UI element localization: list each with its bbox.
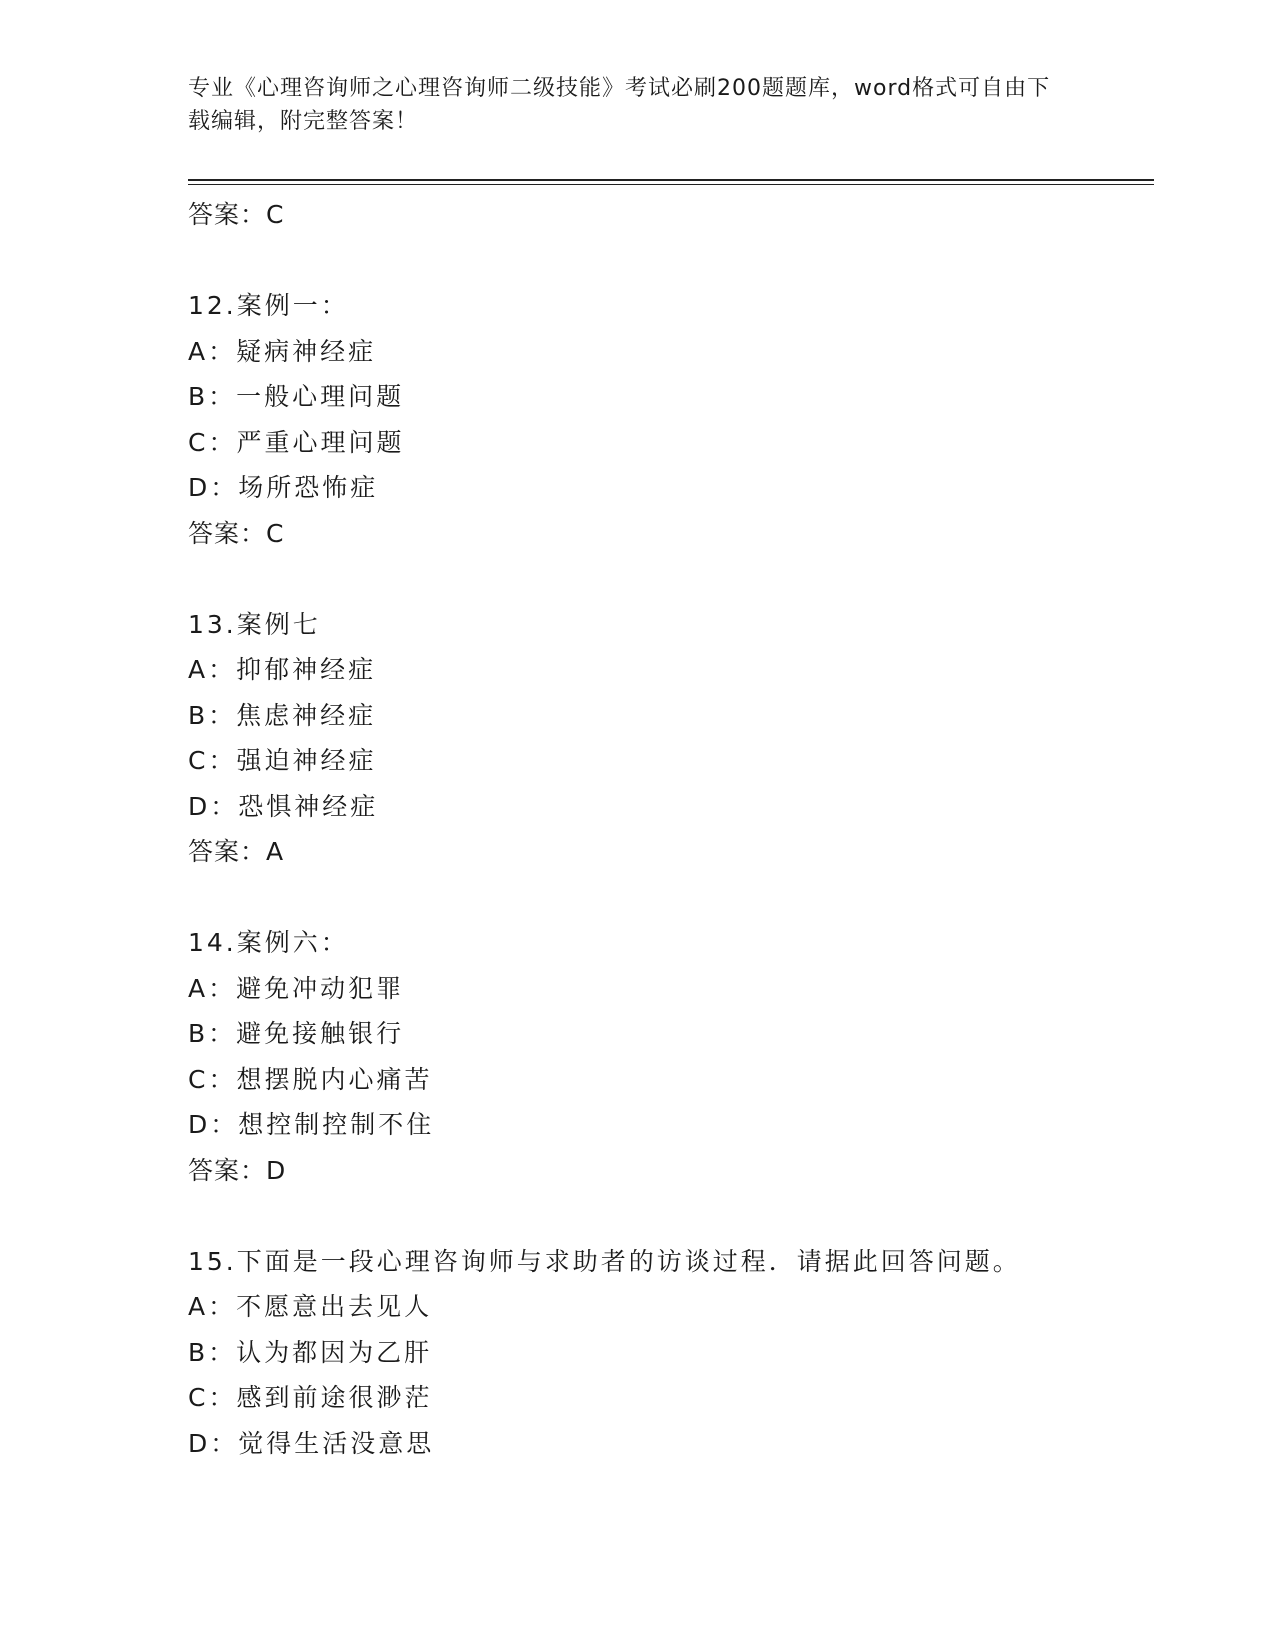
- option-d: D：恐惧神经症: [188, 791, 379, 821]
- spacer: [188, 1193, 1154, 1239]
- option-b: B：一般心理问题: [188, 382, 405, 411]
- question-block: [188, 602, 1154, 875]
- question-list: [188, 192, 1154, 1466]
- spacer: [188, 238, 1154, 284]
- option-b: B：认为都因为乙肝: [188, 1337, 433, 1367]
- answer-line: 答案：C: [188, 200, 285, 229]
- option-a: A：疑病神经症: [188, 336, 377, 366]
- header-rule-thin: [188, 184, 1154, 185]
- question-stem: 13.案例七: [188, 609, 321, 639]
- answer-line: 答案：D: [188, 1155, 287, 1185]
- option-d: D：场所恐怖症: [188, 473, 379, 502]
- option-a: A：避免冲动犯罪: [188, 973, 405, 1003]
- question-block: [188, 283, 1154, 556]
- question-block: [188, 920, 1154, 1193]
- option-c: C：严重心理问题: [188, 427, 405, 457]
- option-d: D：想控制控制不住: [188, 1110, 435, 1139]
- option-b: B：焦虑神经症: [188, 700, 377, 730]
- option-d: D：觉得生活没意思: [188, 1428, 435, 1458]
- option-a: A：不愿意出去见人: [188, 1292, 433, 1321]
- question-stem: 15.下面是一段心理咨询师与求助者的访谈过程．请据此回答问题。: [188, 1246, 1021, 1276]
- option-b: B：避免接触银行: [188, 1019, 405, 1048]
- spacer: [188, 556, 1154, 602]
- answer-line: 答案：A: [188, 837, 285, 866]
- answer-line: 答案：C: [188, 518, 285, 548]
- option-c: C：感到前途很渺茫: [188, 1383, 433, 1412]
- spacer: [188, 875, 1154, 921]
- option-c: C：想摆脱内心痛苦: [188, 1064, 433, 1094]
- header-rule-thick: [188, 179, 1154, 181]
- question-stem: 14.案例六：: [188, 928, 349, 957]
- option-a: A：抑郁神经症: [188, 655, 377, 684]
- document-header: 专业《心理咨询师之心理咨询师二级技能》考试必刷200题题库，word格式可自由下载编辑，附完整答案！: [188, 76, 1051, 134]
- option-c: C：强迫神经症: [188, 746, 377, 775]
- question-block: [188, 1239, 1154, 1467]
- question-stem: 12.案例一：: [188, 291, 349, 320]
